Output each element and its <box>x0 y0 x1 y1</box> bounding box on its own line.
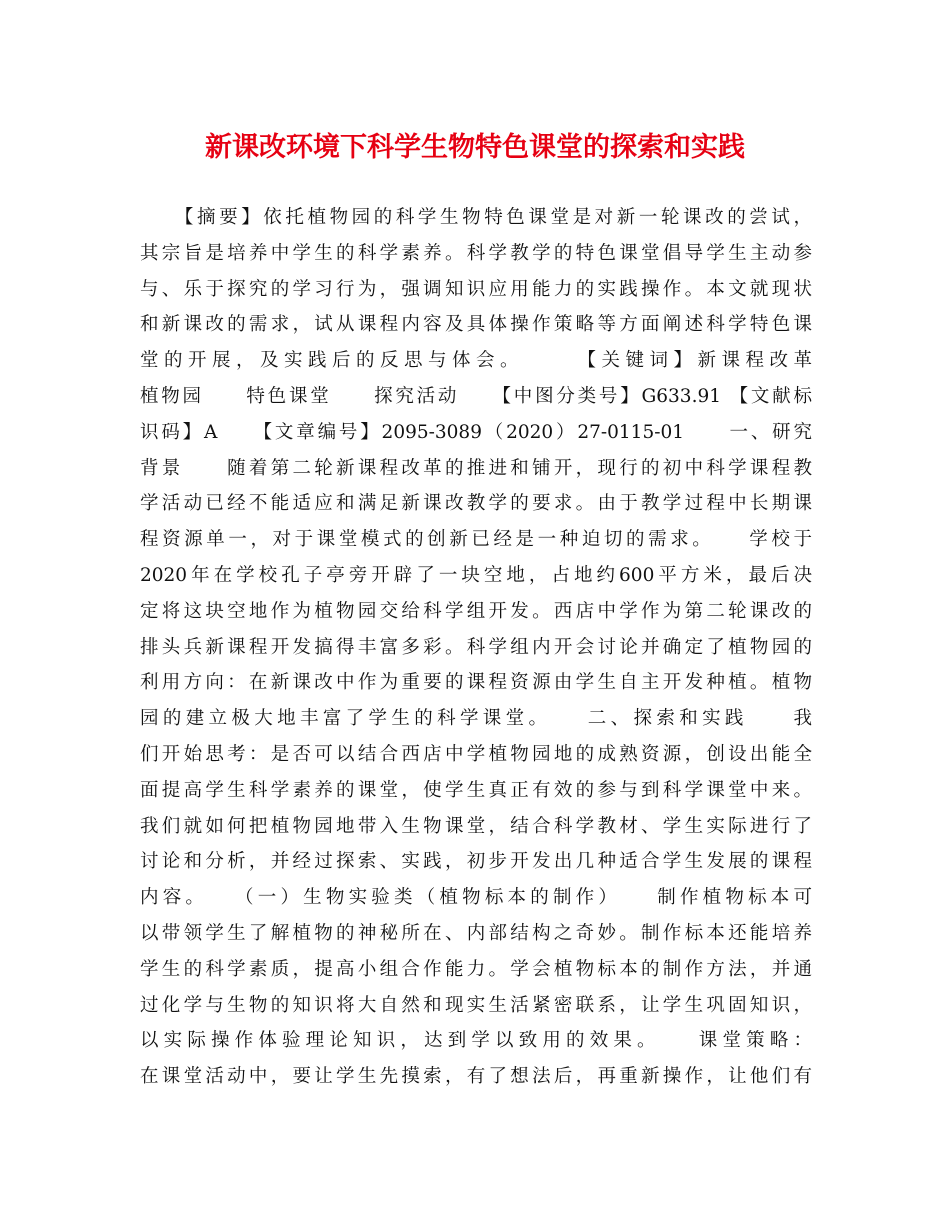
body-line: 识码】A 【文章编号】2095-3089（2020）27-0115-01 一、研究 <box>140 421 812 443</box>
body-line: 排头兵新课程开发搞得丰富多彩。科学组内开会讨论并确定了植物园的 <box>140 636 812 658</box>
body-line: 程资源单一，对于课堂模式的创新已经是一种迫切的需求。 学校于 <box>140 529 812 551</box>
body-line: 其宗旨是培养中学生的科学素养。科学教学的特色课堂倡导学生主动参 <box>140 242 812 264</box>
body-line: 以带领学生了解植物的神秘所在、内部结构之奇妙。制作标本还能培养 <box>140 922 812 944</box>
body-line: 2020年在学校孔子亭旁开辟了一块空地，占地约600平方米，最后决 <box>140 564 812 586</box>
body-line: 【摘要】依托植物园的科学生物特色课堂是对新一轮课改的尝试， <box>140 207 812 228</box>
body-line: 学活动已经不能适应和满足新课改教学的要求。由于教学过程中长期课 <box>140 493 812 515</box>
body-line: 园的建立极大地丰富了学生的科学课堂。 二、探索和实践 我 <box>140 708 812 730</box>
document-title: 新课改环境下科学生物特色课堂的探索和实践 <box>205 132 745 163</box>
body-line: 和新课改的需求，试从课程内容及具体操作策略等方面阐述科学特色课 <box>140 314 812 336</box>
body-line: 在课堂活动中，要让学生先摸索，有了想法后，再重新操作，让他们有 <box>140 1066 812 1088</box>
body-line: 利用方向：在新课改中作为重要的课程资源由学生自主开发种植。植物 <box>140 672 812 694</box>
body-line: 学生的科学素质，提高小组合作能力。学会植物标本的制作方法，并通 <box>140 958 812 980</box>
body-line: 背景 随着第二轮新课程改革的推进和铺开，现行的初中科学课程教 <box>140 457 812 479</box>
body-line: 堂的开展，及实践后的反思与体会。 【关键词】新课程改革 <box>140 350 812 372</box>
document-body <box>140 200 812 1095</box>
body-line: 们开始思考：是否可以结合西店中学植物园地的成熟资源，创设出能全 <box>140 743 812 765</box>
body-line: 与、乐于探究的学习行为，强调知识应用能力的实践操作。本文就现状 <box>140 278 812 300</box>
body-line: 植物园 特色课堂 探究活动 【中图分类号】G633.91 【文献标 <box>140 385 812 407</box>
body-line: 以实际操作体验理论知识，达到学以致用的效果。 课堂策略： <box>140 1030 812 1052</box>
body-line: 面提高学生科学素养的课堂，使学生真正有效的参与到科学课堂中来。 <box>140 779 812 801</box>
body-line: 内容。 （一）生物实验类（植物标本的制作） 制作植物标本可 <box>140 887 812 909</box>
body-line: 讨论和分析，并经过探索、实践，初步开发出几种适合学生发展的课程 <box>140 851 812 873</box>
body-line: 我们就如何把植物园地带入生物课堂，结合科学教材、学生实际进行了 <box>140 815 812 837</box>
body-line: 过化学与生物的知识将大自然和现实生活紧密联系，让学生巩固知识， <box>140 994 812 1016</box>
body-line: 定将这块空地作为植物园交给科学组开发。西店中学作为第二轮课改的 <box>140 600 812 622</box>
